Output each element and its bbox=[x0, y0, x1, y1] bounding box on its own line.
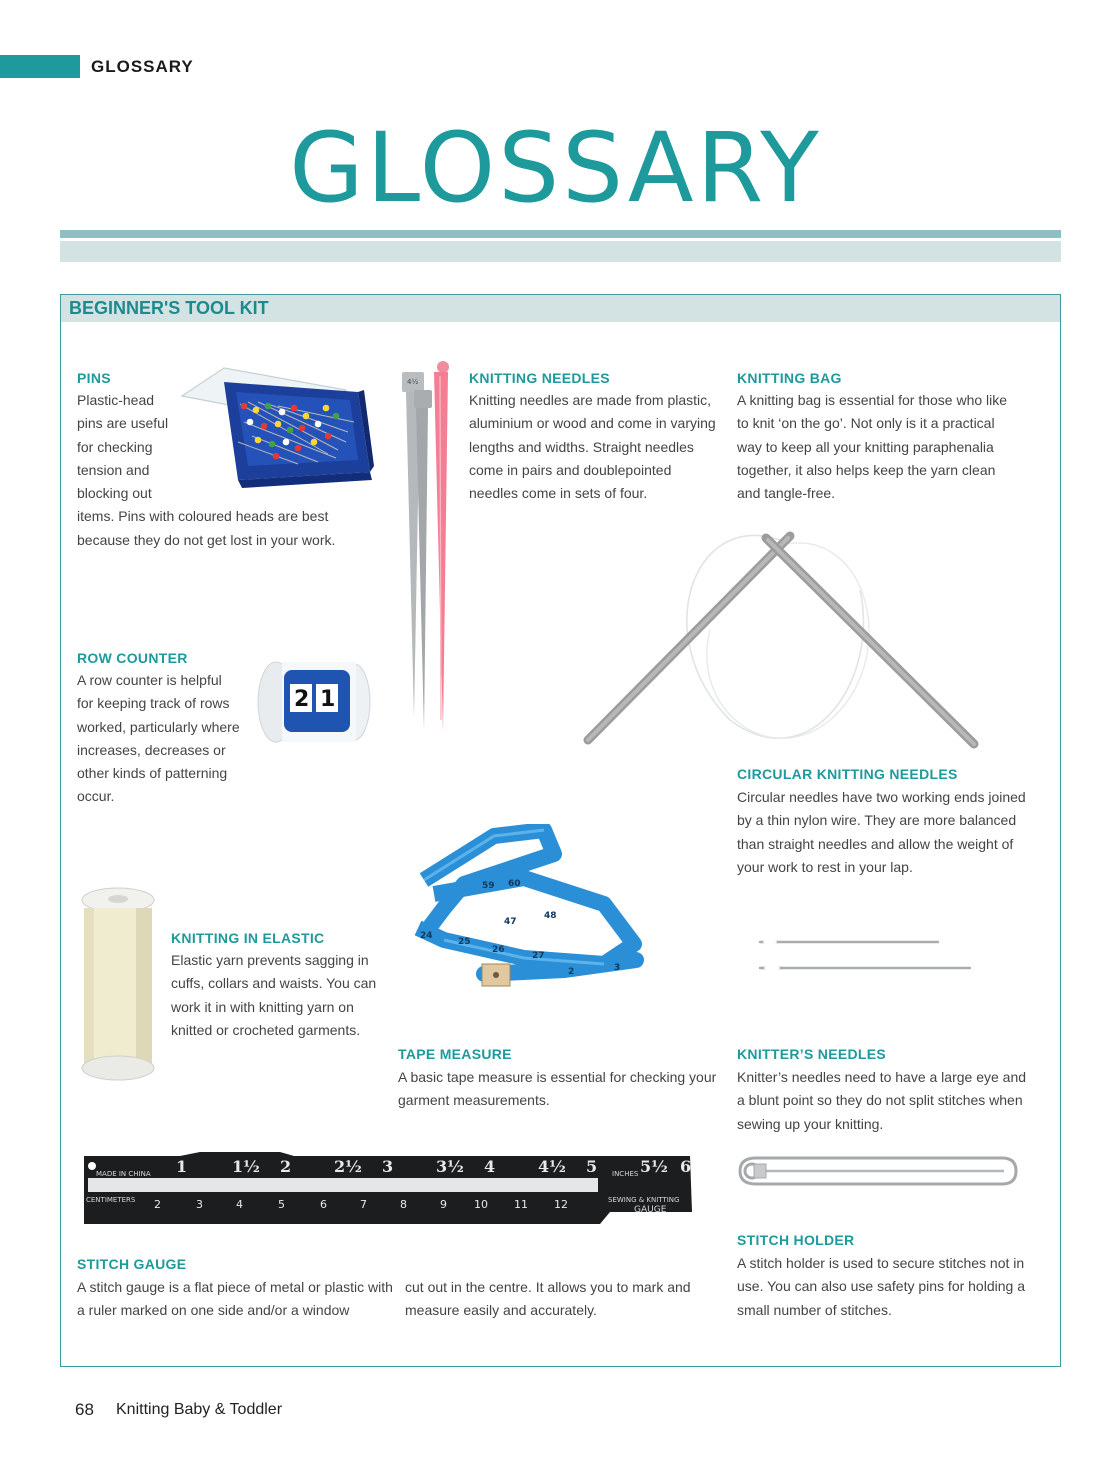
svg-text:4: 4 bbox=[484, 1157, 496, 1176]
svg-text:25: 25 bbox=[458, 937, 471, 947]
svg-text:4: 4 bbox=[236, 1198, 243, 1211]
stitch-gauge-text-col2: cut out in the centre. It allows you to mark and measure easily and accurately. bbox=[405, 1279, 691, 1319]
svg-text:6: 6 bbox=[320, 1198, 327, 1211]
svg-text:4½: 4½ bbox=[538, 1157, 566, 1176]
page-number: 68 bbox=[75, 1400, 94, 1419]
row-counter-text: A row counter is helpful for keeping track of rows worked, particularly where increases, decreases or other kinds of patterning occur. bbox=[77, 672, 240, 805]
knitting-needles-heading: KNITTING NEEDLES bbox=[469, 370, 610, 386]
svg-text:5: 5 bbox=[278, 1198, 285, 1211]
svg-text:4½: 4½ bbox=[407, 378, 419, 386]
title-rule-light bbox=[60, 241, 1061, 262]
pins-text: Plastic-head pins are useful for checking tension and blocking out items. Pins with coloured heads are best because they do not get lost in your work. bbox=[77, 392, 336, 548]
svg-text:9: 9 bbox=[440, 1198, 447, 1211]
row-counter-digit-1: 2 bbox=[294, 687, 310, 712]
stitch-gauge-image bbox=[80, 1150, 700, 1230]
svg-text:3: 3 bbox=[614, 963, 621, 973]
svg-text:2: 2 bbox=[154, 1198, 161, 1211]
knitters-needles-text: Knitter’s needles need to have a large eye and a blunt point so they do not split stitches when sewing up your knitting. bbox=[737, 1069, 1027, 1132]
svg-text:2: 2 bbox=[280, 1157, 292, 1176]
stitch-holder-text: A stitch holder is used to secure stitches not in use. You can also use safety pins for holding a small number of stitches. bbox=[737, 1255, 1025, 1318]
svg-text:3: 3 bbox=[196, 1198, 203, 1211]
knitting-bag-heading: KNITTING BAG bbox=[737, 370, 842, 386]
svg-text:3½: 3½ bbox=[436, 1157, 464, 1176]
knitting-bag-text: A knitting bag is essential for those who like to knit ‘on the go’. Not only is it a practical way to keep all your knitting paraphenalia together, it also helps keep the yarn clean and tangle-free. bbox=[737, 392, 1008, 502]
knitting-in-elastic-text: Elastic yarn prevents sagging in cuffs, collars and waists. You can work it in with knitting yarn on knitted or crocheted garments. bbox=[171, 952, 377, 1038]
svg-text:GAUGE: GAUGE bbox=[634, 1205, 667, 1215]
straight-needles-image bbox=[394, 360, 454, 738]
svg-text:8: 8 bbox=[400, 1198, 407, 1211]
row-counter-image bbox=[254, 656, 374, 748]
svg-text:2: 2 bbox=[568, 967, 575, 977]
svg-text:SEWING & KNITTING: SEWING & KNITTING bbox=[608, 1196, 680, 1204]
stitch-gauge-heading: STITCH GAUGE bbox=[77, 1256, 187, 1272]
svg-text:26: 26 bbox=[492, 945, 505, 955]
tape-measure-image bbox=[404, 824, 652, 996]
running-head: GLOSSARY bbox=[91, 57, 194, 76]
circular-needles-heading: CIRCULAR KNITTING NEEDLES bbox=[737, 766, 958, 782]
tape-measure-heading: TAPE MEASURE bbox=[398, 1046, 512, 1062]
svg-text:27: 27 bbox=[532, 951, 545, 961]
knitters-needles-image bbox=[754, 930, 974, 978]
svg-text:48: 48 bbox=[544, 911, 557, 921]
svg-text:11: 11 bbox=[514, 1198, 528, 1211]
elastic-spool-image bbox=[78, 886, 158, 1084]
svg-text:24: 24 bbox=[420, 931, 433, 941]
knitting-needles-text: Knitting needles are made from plastic, aluminium or wood and come in varying lengths and widths. Straight needles come in pairs and doublepointed needles come in sets of four. bbox=[469, 392, 716, 502]
circular-needles-image bbox=[580, 520, 980, 752]
svg-text:59: 59 bbox=[482, 881, 495, 891]
knitters-needles-heading: KNITTER’S NEEDLES bbox=[737, 1046, 887, 1062]
svg-text:5½: 5½ bbox=[640, 1157, 668, 1176]
stitch-gauge-text-col1: A stitch gauge is a flat piece of metal or plastic with a ruler marked on one side and/or a window bbox=[77, 1279, 393, 1319]
circular-needles-text: Circular needles have two working ends joined by a thin nylon wire. They are more balanced than straight needles and allow the weight of your work to rest in your lap. bbox=[737, 789, 1026, 875]
svg-text:CENTIMETERS: CENTIMETERS bbox=[86, 1196, 136, 1204]
tool-kit-title: BEGINNER'S TOOL KIT bbox=[69, 298, 269, 318]
stitch-holder-heading: STITCH HOLDER bbox=[737, 1232, 855, 1248]
row-counter-digit-2: 1 bbox=[320, 687, 336, 712]
running-head-bar bbox=[0, 55, 80, 78]
svg-text:1½: 1½ bbox=[232, 1157, 260, 1176]
tape-measure-text: A basic tape measure is essential for checking your garment measurements. bbox=[398, 1069, 717, 1109]
svg-text:1: 1 bbox=[176, 1157, 188, 1176]
svg-text:7: 7 bbox=[360, 1198, 367, 1211]
svg-text:MADE IN CHINA: MADE IN CHINA bbox=[96, 1170, 151, 1178]
svg-text:2½: 2½ bbox=[334, 1157, 362, 1176]
book-title: Knitting Baby & Toddler bbox=[116, 1401, 283, 1418]
svg-text:47: 47 bbox=[504, 917, 517, 927]
page-title: GLOSSARY bbox=[289, 112, 822, 224]
knitting-in-elastic-heading: KNITTING IN ELASTIC bbox=[171, 930, 325, 946]
svg-text:3: 3 bbox=[382, 1157, 394, 1176]
svg-text:10: 10 bbox=[474, 1198, 488, 1211]
svg-text:12: 12 bbox=[554, 1198, 568, 1211]
svg-text:6: 6 bbox=[680, 1157, 692, 1176]
stitch-holder-image bbox=[734, 1152, 1020, 1190]
row-counter-heading: ROW COUNTER bbox=[77, 650, 188, 666]
svg-text:INCHES: INCHES bbox=[612, 1170, 639, 1178]
title-rule-dark bbox=[60, 230, 1061, 238]
pins-heading: PINS bbox=[77, 370, 111, 386]
svg-text:60: 60 bbox=[508, 879, 521, 889]
svg-text:5: 5 bbox=[586, 1157, 598, 1176]
